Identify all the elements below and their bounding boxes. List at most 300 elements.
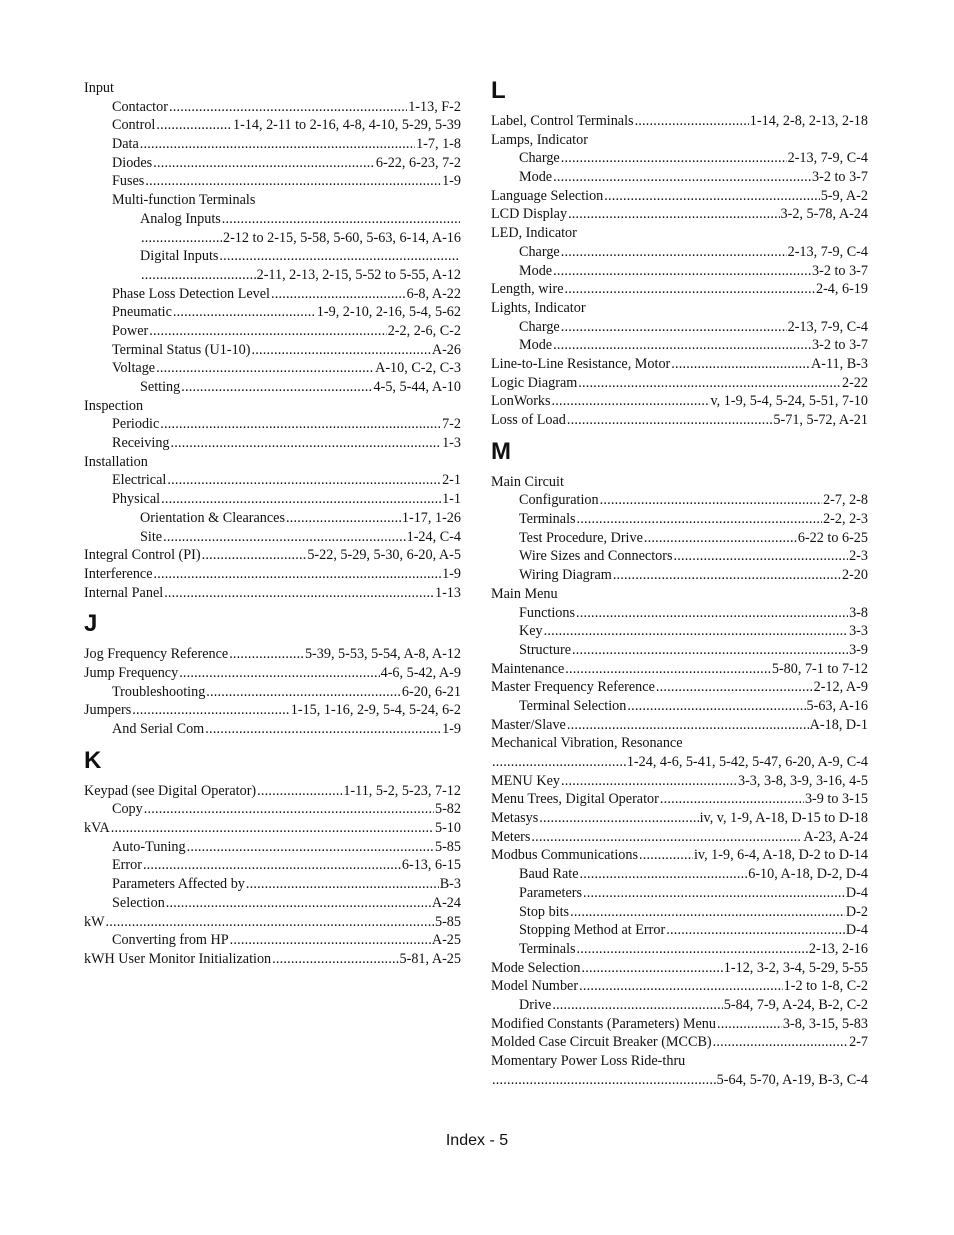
index-entry	[84, 434, 461, 453]
dot-leader	[581, 959, 722, 978]
index-section-letter: M	[491, 437, 511, 465]
index-entry	[84, 415, 461, 434]
index-page-refs: A-25	[431, 932, 461, 949]
index-term: LonWorks	[491, 393, 551, 410]
index-entry	[491, 355, 868, 374]
index-page-refs: 1-11, 5-2, 5-23, 7-12	[343, 782, 461, 799]
index-page-refs: D-4	[845, 922, 868, 939]
index-term: Master Frequency Reference	[491, 679, 655, 696]
dot-leader	[552, 392, 710, 411]
index-term: Terminal Status (U1-10)	[112, 341, 251, 358]
index-section-letter: L	[491, 77, 506, 104]
index-page-refs: 1-12, 3-2, 3-4, 5-29, 5-55	[723, 959, 868, 976]
index-page-refs: A-18, D-1	[809, 716, 868, 733]
dot-leader	[565, 280, 815, 299]
index-term: Parameters	[519, 884, 583, 901]
index-entry	[84, 471, 461, 490]
index-page-refs: 5-82	[434, 801, 461, 818]
index-term: Charge	[519, 243, 560, 260]
index-page-refs: 3-2 to 3-7	[812, 262, 868, 279]
dot-leader	[272, 950, 398, 969]
index-entry	[491, 809, 868, 828]
index-entry	[84, 490, 461, 509]
dot-leader	[143, 856, 401, 875]
index-term: Functions	[519, 604, 575, 621]
index-entry	[491, 168, 868, 187]
index-page-refs: 1-15, 1-16, 2-9, 5-4, 5-24, 6-2	[290, 702, 461, 719]
index-page-refs: 3-9 to 3-15	[804, 791, 868, 808]
index-page-refs: 6-10, A-18, D-2, D-4	[748, 866, 868, 883]
index-entry	[84, 135, 461, 154]
index-entry	[491, 940, 868, 959]
index-page-refs: 7-2	[442, 416, 461, 433]
index-entry	[491, 566, 868, 585]
index-entry	[491, 585, 868, 604]
dot-leader	[219, 247, 460, 266]
index-term: Modified Constants (Parameters) Menu	[491, 1015, 716, 1032]
index-entry	[491, 753, 868, 772]
dot-leader	[552, 996, 722, 1015]
index-term: Setting	[140, 379, 181, 395]
dot-leader	[181, 378, 372, 397]
dot-leader	[580, 865, 748, 884]
index-term: Language Selection	[491, 187, 604, 204]
index-term: Line-to-Line Resistance, Motor	[491, 355, 671, 372]
dot-leader	[140, 135, 415, 154]
index-term: Integral Control (PI)	[84, 547, 201, 564]
dot-leader	[246, 875, 439, 894]
index-page-refs: A-10, C-2, C-3	[375, 360, 461, 377]
index-term: Selection	[112, 894, 165, 911]
index-page-refs: D-4	[845, 884, 868, 901]
index-section-letter: J	[84, 610, 98, 638]
dot-leader	[561, 772, 737, 791]
index-term: And Serial Com	[112, 721, 205, 737]
index-column-right	[491, 79, 868, 1089]
index-term: Loss of Load	[491, 412, 566, 428]
index-term: Mode	[519, 169, 553, 186]
dot-leader	[613, 566, 841, 585]
index-term: Converting from HP	[112, 932, 229, 949]
dot-leader	[492, 753, 626, 772]
index-entry	[491, 1033, 868, 1052]
index-term: Baud Rate	[519, 866, 579, 883]
dot-leader	[145, 172, 441, 191]
index-entry	[84, 172, 461, 191]
index-entry	[84, 229, 461, 248]
dot-leader	[230, 931, 431, 950]
index-term: Phase Loss Detection Level	[112, 285, 270, 302]
index-entry	[84, 191, 461, 210]
index-term: Copy	[112, 801, 143, 818]
index-term: Receiving	[112, 435, 170, 452]
index-term: Maintenance	[491, 660, 565, 677]
index-page-refs: 2-13, 2-16	[808, 940, 868, 957]
index-term: kW	[84, 913, 105, 930]
index-page-refs: 5-63, A-16	[806, 697, 868, 714]
dot-leader	[144, 800, 434, 819]
dot-leader	[561, 243, 787, 262]
index-term: LED, Indicator	[491, 225, 577, 242]
index-page-refs: 2-2, 2-6, C-2	[387, 322, 461, 339]
index-term: kWH User Monitor Initialization	[84, 950, 272, 967]
index-page-refs: A-26	[431, 341, 461, 358]
index-term: Data	[112, 136, 139, 153]
dot-leader	[565, 660, 771, 679]
index-page-refs: A-11, B-3	[810, 355, 868, 372]
dot-leader	[713, 1033, 848, 1052]
index-page-refs: A-24	[431, 894, 461, 911]
index-page-refs: 1-9	[442, 173, 461, 190]
index-page-refs: 5-10	[434, 820, 461, 837]
index-entry	[84, 819, 461, 838]
index-term: Momentary Power Loss Ride-thru	[491, 1053, 686, 1069]
dot-leader	[271, 285, 406, 304]
dot-leader	[576, 604, 848, 623]
index-entry	[84, 546, 461, 565]
index-entry	[491, 903, 868, 922]
index-entry	[491, 1071, 868, 1090]
index-entry	[491, 884, 868, 903]
index-term: Physical	[112, 491, 161, 508]
index-page-refs: 2-1	[442, 472, 461, 489]
index-entry	[491, 641, 868, 660]
index-entry	[84, 154, 461, 173]
index-term: Power	[112, 322, 149, 339]
index-term: Drive	[519, 996, 552, 1013]
index-entry	[84, 584, 461, 603]
index-term: Inspection	[84, 397, 144, 414]
dot-leader	[577, 940, 808, 959]
index-entry	[84, 894, 461, 913]
index-entry	[84, 565, 461, 584]
dot-leader	[666, 921, 845, 940]
dot-leader	[106, 913, 434, 932]
index-term: Main Circuit	[491, 473, 564, 490]
index-page-refs: v, 1-9, 5-4, 5-24, 5-51, 7-10	[710, 393, 868, 410]
index-entry	[84, 210, 461, 229]
index-entry	[491, 112, 868, 131]
dot-leader	[149, 322, 386, 341]
index-entry	[84, 701, 461, 720]
dot-leader	[202, 546, 307, 565]
index-page-refs: 5-80, 7-1 to 7-12	[771, 660, 868, 677]
index-page-refs: 3-3, 3-8, 3-9, 3-16, 4-5	[737, 772, 868, 789]
dot-leader	[164, 584, 434, 603]
index-entry	[84, 509, 461, 528]
dot-leader	[179, 664, 379, 683]
index-entry	[84, 720, 461, 739]
index-page-refs: 6-22, 6-23, 7-2	[375, 154, 461, 171]
dot-leader	[567, 716, 809, 735]
index-entry	[491, 547, 868, 566]
index-page-refs: 2-2, 2-3	[823, 511, 868, 528]
index-entry	[491, 299, 868, 318]
index-entry	[491, 243, 868, 262]
index-entry	[84, 913, 461, 932]
index-entry	[84, 528, 461, 547]
index-page-refs: 2-13, 7-9, C-4	[787, 150, 868, 167]
index-page-refs: 2-7, 2-8	[823, 492, 868, 509]
index-term: Fuses	[112, 173, 145, 190]
index-page-refs: 2-13, 7-9, C-4	[787, 318, 868, 335]
index-term: Mode	[519, 262, 553, 279]
index-entry	[84, 285, 461, 304]
dot-leader	[577, 510, 823, 529]
dot-leader	[579, 977, 783, 996]
index-page-refs: A-23, A-24	[803, 828, 868, 845]
index-page-refs: 2-4, 6-19	[815, 281, 868, 298]
dot-leader	[111, 819, 434, 838]
dot-leader	[567, 411, 773, 430]
dot-leader	[627, 697, 805, 716]
dot-leader	[229, 645, 304, 664]
dot-leader	[600, 491, 822, 510]
dot-leader	[673, 547, 848, 566]
index-page-refs: 3-9	[849, 641, 868, 658]
index-page-refs: 1-13, F-2	[408, 98, 461, 115]
index-term: Stopping Method at Error	[519, 922, 666, 939]
dot-leader	[154, 565, 442, 584]
dot-leader	[166, 894, 431, 913]
index-page-refs: 2-12, A-9	[813, 679, 868, 696]
index-page-refs: 5-85	[434, 913, 461, 930]
index-term: Digital Inputs	[140, 248, 219, 265]
dot-leader	[169, 98, 407, 117]
index-entry	[491, 336, 868, 355]
index-page-refs: 2-12 to 2-15, 5-58, 5-60, 5-63, 6-14, A-16	[222, 229, 461, 246]
index-entry	[491, 149, 868, 168]
index-column-left	[84, 79, 461, 969]
index-page-refs: 2-20	[841, 567, 868, 584]
index-term: Troubleshooting	[112, 683, 206, 700]
index-term: Meters	[491, 828, 531, 845]
index-entry	[491, 1052, 868, 1071]
index-entry	[84, 247, 461, 266]
index-entry	[84, 397, 461, 416]
index-term: Wiring Diagram	[519, 567, 612, 584]
index-page-refs: 5-85	[434, 838, 461, 855]
index-term: Main Menu	[491, 585, 558, 602]
index-page-refs: 1-14, 2-11 to 2-16, 4-8, 4-10, 5-29, 5-39	[232, 117, 461, 134]
dot-leader	[205, 720, 441, 739]
index-page-refs: 2-7	[849, 1034, 868, 1051]
index-term: Charge	[519, 150, 560, 167]
dot-leader	[570, 903, 845, 922]
index-term: Auto-Tuning	[112, 838, 186, 855]
index-entry	[491, 374, 868, 393]
dot-leader	[583, 884, 845, 903]
index-entry	[491, 790, 868, 809]
index-term: MENU Key	[491, 772, 560, 789]
index-page-refs: 1-24, C-4	[406, 528, 461, 545]
index-entry	[84, 683, 461, 702]
index-page-refs: 5-39, 5-53, 5-54, A-8, A-12	[304, 646, 461, 663]
index-term: Mechanical Vibration, Resonance	[491, 735, 683, 752]
dot-leader	[160, 415, 441, 434]
index-entry	[491, 1015, 868, 1034]
index-page-refs: 4-6, 5-42, A-9	[380, 664, 461, 681]
index-entry	[491, 187, 868, 206]
index-page-refs: 1-3	[442, 435, 461, 452]
dot-leader	[639, 846, 693, 865]
index-term: Analog Inputs	[140, 210, 221, 227]
index-term: Structure	[519, 641, 572, 658]
index-entry	[491, 280, 868, 299]
index-entry	[491, 697, 868, 716]
index-term: Terminals	[519, 940, 576, 957]
index-entry	[84, 98, 461, 117]
index-term: Key	[519, 623, 543, 640]
index-entry	[84, 782, 461, 801]
index-page-refs: 2-22	[841, 374, 868, 391]
index-term: Lights, Indicator	[491, 299, 586, 316]
index-page-refs: 3-2 to 3-7	[812, 169, 868, 186]
index-entry	[84, 856, 461, 875]
index-entry	[491, 772, 868, 791]
index-entry	[84, 266, 461, 285]
index-page-refs: 1-7, 1-8	[416, 136, 461, 153]
dot-leader	[171, 434, 442, 453]
dot-leader	[257, 782, 342, 801]
index-entry	[491, 921, 868, 940]
index-term: Orientation & Clearances	[140, 509, 285, 526]
dot-leader	[161, 490, 441, 509]
dot-leader	[156, 359, 374, 378]
index-entry	[84, 931, 461, 950]
index-entry	[491, 959, 868, 978]
dot-leader	[492, 1071, 716, 1090]
dot-leader	[539, 809, 698, 828]
index-entry	[84, 950, 461, 969]
index-term: Jump Frequency	[84, 664, 179, 681]
index-entry	[491, 977, 868, 996]
dot-leader	[656, 678, 813, 697]
index-page-refs: 1-17, 1-26	[401, 509, 461, 526]
dot-leader	[578, 374, 841, 393]
index-entry	[84, 303, 461, 322]
index-page-refs: 3-8, 3-15, 5-83	[782, 1015, 868, 1032]
dot-leader	[561, 149, 787, 168]
index-page-refs: 3-2, 5-78, A-24	[780, 206, 868, 223]
index-term: Diodes	[112, 154, 153, 171]
index-page-refs: 3-2 to 3-7	[812, 337, 868, 354]
dot-leader	[553, 168, 811, 187]
index-entry	[84, 359, 461, 378]
index-page-refs: 6-22 to 6-25	[797, 529, 868, 546]
index-entry	[84, 79, 461, 98]
index-entry	[491, 846, 868, 865]
index-page-refs: 1-2 to 1-8, C-2	[783, 978, 868, 995]
index-entry	[491, 491, 868, 510]
dot-leader	[141, 229, 222, 248]
dot-leader	[553, 336, 811, 355]
index-term: Error	[112, 857, 142, 874]
index-page-refs: 6-8, A-22	[406, 285, 461, 302]
index-term: Logic Diagram	[491, 374, 578, 391]
dot-leader	[167, 471, 441, 490]
index-term: Keypad (see Digital Operator)	[84, 782, 257, 799]
index-page-refs: 6-13, 6-15	[401, 857, 461, 874]
dot-leader	[660, 790, 804, 809]
index-entry	[84, 322, 461, 341]
index-entry	[491, 604, 868, 623]
index-term: Modbus Communications	[491, 847, 639, 864]
dot-leader	[671, 355, 810, 374]
index-page-refs: 5-84, 7-9, A-24, B-2, C-2	[723, 996, 868, 1013]
index-page-refs: 5-71, 5-72, A-21	[773, 412, 868, 428]
index-term: Jog Frequency Reference	[84, 646, 229, 663]
index-entry	[491, 205, 868, 224]
index-entry	[491, 996, 868, 1015]
index-page-refs: 5-64, 5-70, A-19, B-3, C-4	[716, 1071, 868, 1088]
index-page-refs: 1-14, 2-8, 2-13, 2-18	[749, 113, 868, 129]
index-term: Master/Slave	[491, 716, 566, 733]
dot-leader	[141, 266, 256, 285]
dot-leader	[286, 509, 401, 528]
index-term: Menu Trees, Digital Operator	[491, 791, 659, 808]
index-page-refs: 3-8	[849, 604, 868, 621]
index-term: Length, wire	[491, 281, 564, 298]
index-term: Voltage	[112, 360, 156, 377]
index-page-refs: 2-11, 2-13, 2-15, 5-52 to 5-55, A-12	[256, 266, 461, 283]
index-term: Interference	[84, 565, 153, 582]
index-entry	[491, 865, 868, 884]
dot-leader	[173, 303, 316, 322]
index-entry	[84, 341, 461, 360]
index-entry	[491, 131, 868, 150]
index-page-refs: iv, v, 1-9, A-18, D-15 to D-18	[699, 810, 868, 827]
index-page-refs: 1-1	[442, 491, 461, 508]
index-page-refs: 2-3	[849, 548, 868, 565]
dot-leader	[153, 154, 375, 173]
index-term: Parameters Affected by	[112, 876, 245, 893]
index-page-refs: B-3	[439, 876, 461, 893]
dot-leader	[572, 641, 848, 660]
index-term: Electrical	[112, 472, 167, 489]
dot-leader	[132, 701, 289, 720]
index-entry	[491, 392, 868, 411]
dot-leader	[206, 683, 401, 702]
index-entry	[491, 262, 868, 281]
index-term: Installation	[84, 453, 148, 470]
dot-leader	[222, 210, 460, 229]
index-page-refs: 1-24, 4-6, 5-41, 5-42, 5-47, 6-20, A-9, C-4	[626, 754, 868, 770]
index-entry	[84, 116, 461, 135]
index-term: Charge	[519, 318, 560, 335]
index-page-refs: 1-13	[434, 584, 461, 601]
index-entry	[491, 660, 868, 679]
index-page-refs: iv, 1-9, 6-4, A-18, D-2 to D-14	[693, 847, 868, 864]
index-entry	[491, 318, 868, 337]
index-page-refs: 4-5, 5-44, A-10	[373, 379, 461, 395]
dot-leader	[717, 1015, 782, 1034]
index-term: Terminals	[519, 511, 576, 528]
dot-leader	[644, 529, 797, 548]
dot-leader	[187, 838, 434, 857]
index-entry	[84, 838, 461, 857]
index-entry	[84, 875, 461, 894]
dot-leader	[544, 622, 848, 641]
index-term: Metasys	[491, 810, 539, 827]
index-term: Label, Control Terminals	[491, 113, 634, 129]
index-term: Mode Selection	[491, 959, 581, 976]
index-entry	[84, 800, 461, 819]
index-entry	[491, 734, 868, 753]
index-term: Pneumatic	[112, 304, 172, 321]
index-entry	[491, 473, 868, 492]
dot-leader	[568, 205, 779, 224]
